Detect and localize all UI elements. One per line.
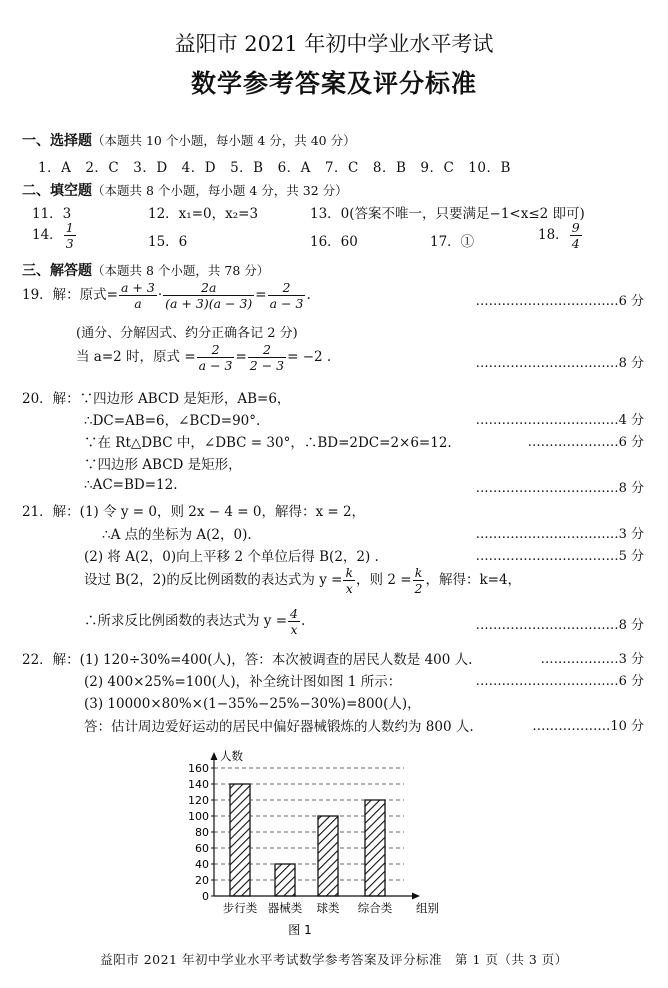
- answer-18-denominator: 4: [571, 236, 580, 251]
- q19-score1: ……………………………6 分: [475, 294, 644, 309]
- answer-11: 11．3: [32, 206, 72, 222]
- y-tick-label: 40: [195, 858, 209, 871]
- q21-line4-pre: 设过 B(2，2)的反比例函数的表达式为 y =: [84, 572, 343, 588]
- doc-title: 益阳市 2021 年初中学业水平考试: [174, 32, 494, 56]
- q20-score3: …………………6 分: [527, 435, 644, 450]
- y-tick-label: 100: [188, 810, 209, 823]
- q21-frac1-den: x: [345, 581, 353, 596]
- q21-frac2-den: 2: [414, 581, 423, 596]
- q22-line2: (2) 400×25%=100(人)，补全统计图如图 1 所示：: [84, 674, 402, 690]
- q22-score4: ………………10 分: [532, 719, 644, 734]
- q20-line5: ∴AC=BD=12.: [84, 477, 178, 493]
- y-tick-label: 0: [202, 890, 209, 903]
- section1-note: （本题共 10 个小题，每小题 4 分，共 40 分）: [92, 133, 356, 148]
- q21-frac2-num: k: [413, 565, 425, 581]
- answer-14-numerator: 1: [65, 220, 74, 235]
- q20-line2: ∴DC=AB=6，∠BCD=90°.: [84, 413, 261, 429]
- y-axis-label: 人数: [220, 749, 243, 763]
- section1-heading: 一、选择题: [22, 133, 92, 149]
- bar: [275, 864, 295, 896]
- y-tick-label: 140: [188, 778, 209, 791]
- q19-note: (通分、分解因式、约分正确各记 2 分): [76, 326, 298, 341]
- q21-line3: (2) 将 A(2，0)向上平移 2 个单位后得 B(2，2) .: [84, 549, 379, 565]
- chart-caption: 图 1: [288, 923, 312, 937]
- page-footer: 益阳市 2021 年初中学业水平考试数学参考答案及评分标准 第 1 页（共 3 页）: [100, 952, 568, 967]
- x-tick-label: 器械类: [267, 901, 303, 915]
- q19-line3: [76, 342, 331, 373]
- q22-score1: ………………3 分: [540, 652, 644, 667]
- q22-line4: 答：估计周边爱好运动的居民中偏好器械锻炼的人数约为 800 人.: [84, 719, 474, 735]
- q21-score2: ……………………………3 分: [475, 527, 644, 542]
- q21-line5-pre: ∴所求反比例函数的表达式为 y =: [84, 613, 288, 629]
- answer-14-denominator: 3: [65, 236, 74, 251]
- answer-17: 17．①: [430, 234, 475, 250]
- y-tick-label: 160: [188, 762, 209, 775]
- q19-frac3: [268, 280, 306, 311]
- q20-score5: ……………………………8 分: [475, 481, 644, 496]
- q19-frac4-den: a − 3: [198, 358, 233, 373]
- section3-header: [22, 260, 269, 280]
- y-tick-label: 20: [195, 874, 209, 887]
- q19-frac3-den: a − 3: [269, 296, 304, 311]
- q19-label: 19．解：原式=: [22, 287, 118, 303]
- q19-frac2-num: 2a: [163, 280, 254, 296]
- q19-frac5-num: 2: [248, 342, 286, 358]
- bar-chart: [170, 746, 440, 942]
- bar: [230, 784, 250, 896]
- q22-line3: (3) 10000×80%×(1−35%−25%−30%)=800(人)，: [84, 696, 421, 712]
- answer-14-label: 14．: [32, 227, 63, 243]
- answer-16: 16．60: [310, 234, 358, 250]
- q21-frac3: [288, 606, 300, 637]
- q19-end: .: [306, 287, 311, 303]
- q21-line5-post: .: [300, 613, 306, 629]
- q21-frac2: [413, 565, 425, 596]
- q19-frac4: [197, 342, 235, 373]
- q19-score2: ……………………………8 分: [475, 356, 644, 371]
- q21-score3: ……………………………5 分: [475, 549, 644, 564]
- q19-frac1-den: a: [134, 296, 142, 311]
- q22-line1: 22．解：(1) 120÷30%=400(人)，答：本次被调查的居民人数是 400 人.: [22, 652, 473, 668]
- bar: [365, 800, 385, 896]
- q21-line1: 21．解：(1) 令 y = 0，则 2x − 4 = 0，解得：x = 2，: [22, 504, 366, 520]
- q22-score2: ……………………………6 分: [475, 674, 644, 689]
- q21-frac1-num: k: [345, 565, 354, 580]
- section1-header: [22, 130, 356, 150]
- q19-line3-post: = −2 .: [287, 349, 332, 365]
- section3-heading: 三、解答题: [22, 263, 92, 279]
- x-axis-label: 组别: [416, 901, 439, 915]
- q20-line3: ∵在 Rt△DBC 中，∠DBC = 30°，∴BD=2DC=2×6=12.: [84, 435, 452, 451]
- answer-18-label: 18．: [538, 227, 569, 243]
- x-axis-arrow: [412, 893, 420, 900]
- y-tick-label: 120: [188, 794, 209, 807]
- q21-frac3-den: x: [290, 622, 298, 637]
- section2-heading: 二、填空题: [22, 183, 92, 199]
- q19-line3-pre: 当 a=2 时，原式 =: [76, 349, 196, 365]
- bar: [318, 816, 338, 896]
- section3-note: （本题共 8 个小题，共 78 分）: [92, 263, 270, 278]
- answer-15: 15．6: [148, 234, 188, 250]
- answer-18-fraction: [570, 220, 582, 251]
- section1-answers: 1．A 2．C 3．D 4．D 5．B 6．A 7．C 8．B 9．C 10．B: [38, 160, 511, 176]
- q19-dot: ·: [157, 287, 163, 303]
- q21-frac1: [343, 565, 355, 596]
- y-tick-label: 60: [195, 842, 209, 855]
- q19-frac2-den: (a + 3)(a − 3): [165, 296, 253, 311]
- q19-frac4-num: 2: [197, 342, 235, 358]
- q19-eq: =: [255, 287, 267, 303]
- x-tick-label: 综合类: [357, 901, 393, 915]
- q19-frac3-num: 2: [268, 280, 306, 296]
- q21-score5: ……………………………8 分: [475, 618, 644, 633]
- q21-line2: ∴A 点的坐标为 A(2，0).: [102, 527, 252, 543]
- q19-eq2: =: [235, 349, 247, 365]
- q19-frac2: [163, 280, 254, 311]
- x-tick-label: 球类: [316, 901, 340, 915]
- y-tick-label: 80: [195, 826, 209, 839]
- section2-header: [22, 180, 348, 200]
- q21-line4: [84, 565, 521, 596]
- y-axis-arrow: [211, 752, 218, 760]
- answer-18-numerator: 9: [571, 220, 580, 235]
- x-tick-label: 步行类: [222, 901, 258, 915]
- q21-line4-post: ，解得：k=4，: [425, 572, 522, 588]
- answer-13: 13．0(答案不唯一，只要满足−1<x≤2 即可): [310, 206, 585, 222]
- q19-frac5-den: 2 − 3: [249, 358, 285, 373]
- q21-line5: [84, 606, 305, 637]
- q19-frac1: [119, 280, 157, 311]
- section2-note: （本题共 8 个小题，每小题 4 分，共 32 分）: [92, 183, 348, 198]
- q20-line1: 20．解：∵四边形 ABCD 是矩形，AB=6，: [22, 391, 291, 407]
- doc-subtitle: 数学参考答案及评分标准: [190, 69, 477, 98]
- q20-line4: ∵四边形 ABCD 是矩形，: [84, 457, 242, 473]
- q19-line1: [22, 280, 311, 311]
- q19-frac1-num: a + 3: [121, 280, 155, 295]
- answer-14: [32, 220, 77, 251]
- answer-12: 12．x₁=0，x₂=3: [148, 206, 259, 222]
- q20-score2: ……………………………4 分: [475, 413, 644, 428]
- answer-18: [538, 220, 583, 251]
- answer-14-fraction: [64, 220, 76, 251]
- q19-frac5: [248, 342, 286, 373]
- q21-line4-mid: ，则 2 =: [356, 572, 412, 588]
- q21-frac3-num: 4: [290, 606, 298, 621]
